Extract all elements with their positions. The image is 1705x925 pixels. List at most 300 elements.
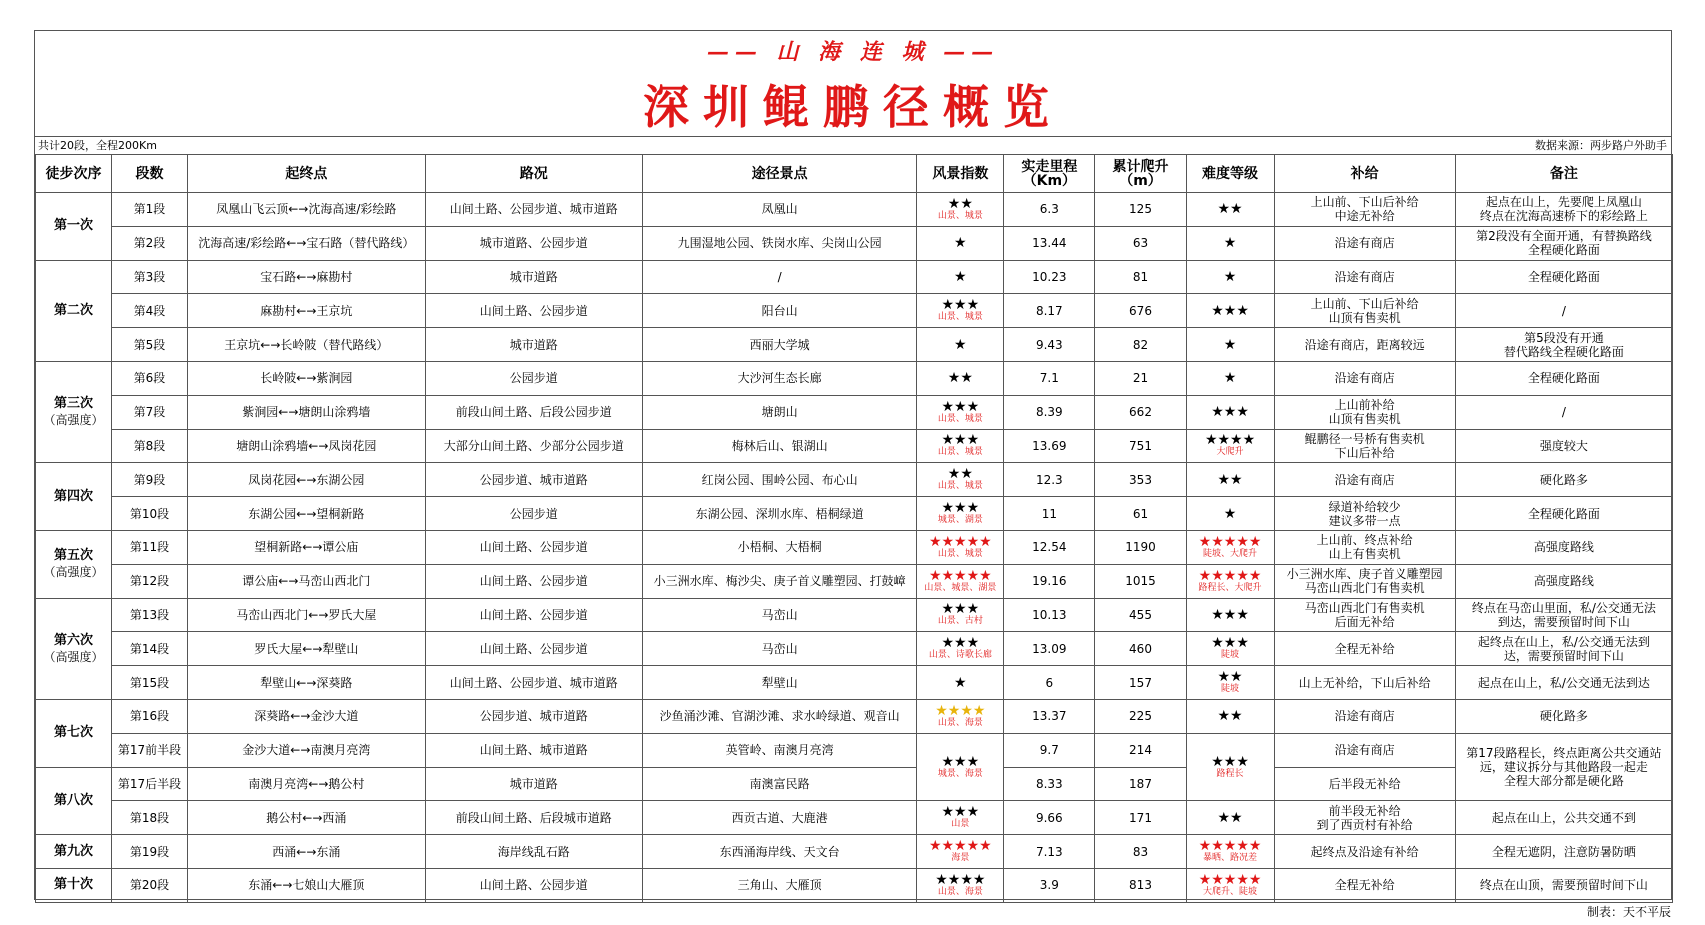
supply-cell	[1274, 868, 1455, 902]
supply-cell	[1274, 835, 1455, 869]
star-rating: ★	[954, 674, 967, 691]
segment-cell: 第16段	[111, 699, 187, 733]
scenery-cell	[917, 835, 1004, 869]
trip-order-cell	[36, 193, 112, 261]
difficulty-cell	[1186, 868, 1274, 902]
remark-cell-line: 高强度路线	[1533, 540, 1594, 555]
distance-cell: 10.23	[1004, 260, 1095, 294]
rating-note: 海景	[951, 853, 970, 864]
climb-cell: 455	[1095, 598, 1186, 632]
climb-cell: 1190	[1095, 530, 1186, 564]
scenery-cell	[917, 463, 1004, 497]
supply-cell-line: 山顶有售卖机	[1328, 412, 1401, 427]
distance-cell: 8.17	[1004, 294, 1095, 328]
segment-cell: 第17后半段	[111, 767, 187, 801]
rating-note: 山景、城景	[937, 481, 983, 492]
table-row	[36, 361, 1673, 395]
difficulty-cell	[1186, 801, 1274, 835]
scenery-cell	[917, 226, 1004, 260]
distance-cell: 3.9	[1004, 868, 1095, 902]
segment-cell: 第12段	[111, 564, 187, 598]
star-rating: ★★	[1217, 669, 1243, 686]
rating-note: 大爬升、陡坡	[1203, 886, 1258, 897]
rating-note: 山景、诗歌长廊	[928, 650, 992, 661]
remark-cell	[1455, 564, 1672, 598]
route-cell: 凤凰山飞云顶←→沈海高速/彩绘路	[187, 193, 425, 227]
supply-cell-line: 马峦山西北门有售卖机	[1304, 600, 1425, 615]
star-rating: ★★★★★	[1198, 871, 1262, 888]
segment-cell: 第19段	[111, 835, 187, 869]
remark-cell-line: 硬化路多	[1539, 709, 1588, 724]
sheet-subtitle: —— 山 海 连 城 ——	[706, 39, 1000, 65]
star-rating: ★★★★	[1204, 432, 1256, 449]
table-row	[36, 193, 1673, 227]
distance-cell: 6	[1004, 666, 1095, 700]
remark-cell-line: 第2段没有全面开通，有替换路线	[1476, 229, 1652, 244]
road-cell: 山间土路、公园步道	[425, 294, 642, 328]
supply-cell	[1274, 767, 1455, 801]
rating-note: 暴晒、路况差	[1203, 853, 1258, 864]
climb-cell: 214	[1095, 733, 1186, 767]
climb-cell: 187	[1095, 767, 1186, 801]
climb-cell: 676	[1095, 294, 1186, 328]
segment-cell: 第13段	[111, 598, 187, 632]
segment-cell: 第10段	[111, 497, 187, 531]
header-text: 累计爬升	[1112, 158, 1169, 175]
remark-cell	[1455, 226, 1672, 260]
scenery-cell	[917, 497, 1004, 531]
route-cell: 麻勘村←→王京坑	[187, 294, 425, 328]
remark-cell-line: 强度较大	[1539, 438, 1588, 453]
trip-label: 第十次	[53, 877, 93, 893]
rating-note: 路程长、大爬升	[1198, 582, 1262, 593]
remark-cell	[1455, 361, 1672, 395]
trip-sublabel: （高强度）	[43, 565, 104, 580]
star-rating: ★★	[1217, 471, 1243, 488]
supply-cell	[1274, 395, 1455, 429]
supply-cell-line: 上山前、终点补给	[1316, 533, 1413, 548]
remark-cell	[1455, 193, 1672, 227]
col-route-header	[187, 155, 425, 193]
remark-cell-line: 起点在山上，公共交通不到	[1491, 810, 1636, 825]
rating-note: 大爬升	[1216, 447, 1244, 458]
route-cell: 长岭陂←→紫涧园	[187, 361, 425, 395]
remark-cell	[1455, 835, 1672, 869]
col-remark-header	[1455, 155, 1672, 193]
star-rating: ★★★	[941, 432, 980, 449]
route-cell: 南澳月亮湾←→鹅公村	[187, 767, 425, 801]
road-cell: 大部分山间土路、少部分公园步道	[425, 429, 642, 463]
distance-cell: 11	[1004, 497, 1095, 531]
difficulty-cell	[1186, 666, 1274, 700]
header-text: （Km）	[1022, 172, 1077, 189]
table-row	[36, 463, 1673, 497]
distance-cell: 9.66	[1004, 801, 1095, 835]
header-text: 风景指数	[932, 165, 989, 182]
road-cell: 山间土路、公园步道	[425, 530, 642, 564]
supply-cell	[1274, 226, 1455, 260]
remark-cell-line: 替代路线全程硬化路面	[1503, 344, 1624, 359]
header-text: 徒步次序	[45, 165, 102, 182]
remark-cell-line: 终点在沈海高速桥下的彩绘路上	[1479, 209, 1648, 224]
difficulty-cell	[1186, 835, 1274, 869]
scenery-cell	[917, 328, 1004, 362]
segment-cell: 第17前半段	[111, 733, 187, 767]
supply-cell	[1274, 733, 1455, 767]
sights-cell: 梅林后山、银湖山	[642, 429, 917, 463]
supply-cell	[1274, 666, 1455, 700]
star-rating: ★★★	[941, 753, 980, 770]
star-rating: ★	[1223, 336, 1237, 353]
table-row	[36, 260, 1673, 294]
scenery-cell	[917, 699, 1004, 733]
star-rating: ★	[1223, 370, 1237, 387]
trip-order-cell	[36, 530, 112, 598]
sights-cell: 南澳富民路	[642, 767, 917, 801]
remark-cell-line: 全程无遮阴，注意防暑防晒	[1491, 844, 1636, 859]
distance-cell: 7.1	[1004, 361, 1095, 395]
difficulty-cell	[1186, 530, 1274, 564]
supply-cell	[1274, 463, 1455, 497]
star-rating: ★★★	[1211, 635, 1249, 652]
climb-cell: 82	[1095, 328, 1186, 362]
table-row	[36, 666, 1673, 700]
supply-cell-line: 马峦山西北门有售卖机	[1304, 581, 1425, 596]
table-row	[36, 632, 1673, 666]
header-text: 实走里程	[1021, 158, 1078, 175]
route-cell: 王京坑←→长岭陂（替代路线）	[187, 328, 425, 362]
star-rating: ★★★★★	[1198, 567, 1262, 584]
table-row	[36, 530, 1673, 564]
header-text: （m）	[1119, 172, 1162, 189]
header-text: 路况	[519, 165, 548, 182]
difficulty-cell	[1186, 733, 1274, 801]
star-rating: ★	[954, 336, 967, 353]
star-rating: ★	[1223, 268, 1237, 285]
remark-cell	[1455, 328, 1672, 362]
rating-note: 山景	[951, 819, 970, 830]
col-segment-header	[111, 155, 187, 193]
sights-cell: 东西涌海岸线、天文台	[642, 835, 917, 869]
rating-note: 山景、城景	[937, 210, 983, 221]
star-rating: ★★	[947, 370, 973, 387]
supply-cell-line: 小三洲水库、庚子首义雕塑园	[1286, 567, 1443, 582]
remark-cell-line: 起点在山上，私/公交通无法到达	[1477, 675, 1650, 690]
sights-cell: 塘朗山	[642, 395, 917, 429]
star-rating: ★★★	[941, 601, 980, 618]
table-row	[36, 598, 1673, 632]
star-rating: ★	[954, 235, 967, 252]
table-header-row	[36, 155, 1673, 193]
sights-cell: 凤凰山	[642, 193, 917, 227]
sights-cell: 三角山、大雁顶	[642, 868, 917, 902]
sheet-title: 深圳鲲鹏径概览	[643, 80, 1063, 134]
trip-order-cell	[36, 699, 112, 767]
distance-cell: 6.3	[1004, 193, 1095, 227]
trip-label: 第六次	[53, 632, 93, 648]
distance-cell: 19.16	[1004, 564, 1095, 598]
difficulty-cell	[1186, 193, 1274, 227]
star-rating: ★★★	[941, 398, 980, 415]
distance-cell: 13.44	[1004, 226, 1095, 260]
scenery-cell	[917, 429, 1004, 463]
remark-cell-line: 第5段没有开通	[1524, 330, 1604, 345]
difficulty-cell	[1186, 564, 1274, 598]
scenery-cell	[917, 395, 1004, 429]
road-cell: 山间土路、公园步道	[425, 868, 642, 902]
remark-cell-line: 终点在马峦山里面，私/公交通无法	[1471, 600, 1656, 615]
remark-cell-line: 全程硬化路面	[1527, 243, 1600, 258]
remark-cell	[1455, 801, 1672, 835]
road-cell: 城市道路、公园步道	[425, 226, 642, 260]
road-cell: 山间土路、公园步道、城市道路	[425, 193, 642, 227]
rating-note: 山景、城景	[937, 548, 983, 559]
sights-cell: 小梧桐、大梧桐	[642, 530, 917, 564]
trip-order-cell	[36, 598, 112, 699]
table-row	[36, 294, 1673, 328]
route-cell: 金沙大道←→南澳月亮湾	[187, 733, 425, 767]
table-row	[36, 767, 1673, 801]
remark-cell	[1455, 497, 1672, 531]
supply-cell-line: 全程无补给	[1334, 641, 1395, 656]
distance-cell: 9.43	[1004, 328, 1095, 362]
scenery-cell	[917, 801, 1004, 835]
route-cell: 谭公庙←→马峦山西北门	[187, 564, 425, 598]
star-rating: ★	[1223, 235, 1237, 252]
trip-order-cell	[36, 835, 112, 869]
star-rating: ★★	[947, 466, 973, 483]
road-cell: 山间土路、公园步道	[425, 564, 642, 598]
col-difficulty-header	[1186, 155, 1274, 193]
climb-cell: 63	[1095, 226, 1186, 260]
difficulty-cell	[1186, 429, 1274, 463]
supply-cell-line: 上山前、下山后补给	[1310, 195, 1419, 210]
route-cell: 望桐新路←→谭公庙	[187, 530, 425, 564]
climb-cell: 171	[1095, 801, 1186, 835]
climb-cell: 751	[1095, 429, 1186, 463]
difficulty-cell	[1186, 395, 1274, 429]
header-text: 备注	[1549, 165, 1578, 182]
climb-cell: 662	[1095, 395, 1186, 429]
table-row	[36, 801, 1673, 835]
remark-cell-line: 全程硬化路面	[1527, 269, 1600, 284]
star-rating: ★★	[1217, 809, 1243, 826]
star-rating: ★★	[1217, 708, 1243, 725]
remark-cell	[1455, 530, 1672, 564]
supply-cell-line: 建议多带一点	[1328, 513, 1401, 528]
supply-cell-line: 沿途有商店	[1334, 236, 1395, 251]
supply-cell	[1274, 260, 1455, 294]
segment-cell: 第8段	[111, 429, 187, 463]
star-rating: ★★★	[941, 297, 980, 314]
segment-cell: 第11段	[111, 530, 187, 564]
star-rating: ★★★★	[935, 702, 986, 719]
remark-cell-line: 达，需要预留时间下山	[1503, 648, 1624, 663]
supply-cell	[1274, 497, 1455, 531]
table-row	[36, 429, 1673, 463]
remark-cell-line: 高强度路线	[1533, 574, 1594, 589]
route-cell: 犁壁山←→深葵路	[187, 666, 425, 700]
road-cell: 公园步道、城市道路	[425, 463, 642, 497]
rating-note: 山景、古村	[937, 616, 983, 627]
scenery-cell	[917, 564, 1004, 598]
sights-cell: 九围湿地公园、铁岗水库、尖岗山公园	[642, 226, 917, 260]
star-rating: ★★	[947, 195, 973, 212]
remark-cell-line: 全程硬化路面	[1527, 506, 1600, 521]
rating-note: 山景、海景	[937, 886, 983, 897]
remark-cell-line: /	[1561, 303, 1566, 318]
supply-cell-line: 山上有售卖机	[1328, 547, 1401, 562]
sights-cell: /	[642, 260, 917, 294]
remark-cell-line: 终点在山顶，需要预留时间下山	[1479, 878, 1648, 893]
road-cell: 城市道路	[425, 328, 642, 362]
col-sights-header	[642, 155, 917, 193]
remark-cell-line: 起点在山上，先要爬上凤凰山	[1485, 195, 1642, 210]
trip-order-cell	[36, 868, 112, 902]
sights-cell: 西丽大学城	[642, 328, 917, 362]
scenery-cell	[917, 868, 1004, 902]
star-rating: ★★★	[1211, 302, 1249, 319]
scenery-cell	[917, 733, 1004, 801]
supply-cell-line: 沿途有商店	[1334, 743, 1395, 758]
table-row	[36, 699, 1673, 733]
supply-cell-line: 到了西贡村有补给	[1316, 817, 1413, 832]
supply-cell-line: 后半段无补给	[1328, 776, 1401, 791]
remark-cell	[1455, 868, 1672, 902]
star-rating: ★	[954, 268, 967, 285]
climb-cell: 61	[1095, 497, 1186, 531]
road-cell: 海岸线乱石路	[425, 835, 642, 869]
scenery-cell	[917, 666, 1004, 700]
rating-note: 陡坡	[1221, 650, 1240, 661]
sights-cell: 犁壁山	[642, 666, 917, 700]
rating-note: 城景、湖景	[937, 515, 983, 526]
col-climb-header	[1095, 155, 1186, 193]
segment-cell: 第4段	[111, 294, 187, 328]
remark-cell-line: 第17段路程长，终点距离公共交通站	[1466, 746, 1662, 761]
supply-cell	[1274, 429, 1455, 463]
remark-cell	[1455, 733, 1672, 801]
sights-cell: 沙鱼涌沙滩、官湖沙滩、求水岭绿道、观音山	[642, 699, 917, 733]
segments-table	[35, 154, 1673, 903]
climb-cell: 157	[1095, 666, 1186, 700]
header-text: 途径景点	[751, 165, 808, 182]
remark-cell-line: 硬化路多	[1539, 472, 1588, 487]
route-cell: 罗氏大屋←→犁壁山	[187, 632, 425, 666]
distance-cell: 12.54	[1004, 530, 1095, 564]
remark-cell	[1455, 395, 1672, 429]
supply-cell-line: 沿途有商店	[1334, 371, 1395, 386]
climb-cell: 21	[1095, 361, 1186, 395]
col-distance-header	[1004, 155, 1095, 193]
segment-cell: 第20段	[111, 868, 187, 902]
supply-cell-line: 后面无补给	[1334, 614, 1395, 629]
road-cell: 公园步道	[425, 361, 642, 395]
table-row	[36, 226, 1673, 260]
segment-cell: 第6段	[111, 361, 187, 395]
star-rating: ★★★	[941, 635, 980, 652]
road-cell: 前段山间土路、后段公园步道	[425, 395, 642, 429]
difficulty-cell	[1186, 632, 1274, 666]
segment-cell: 第5段	[111, 328, 187, 362]
difficulty-cell	[1186, 294, 1274, 328]
distance-cell: 9.7	[1004, 733, 1095, 767]
supply-cell	[1274, 598, 1455, 632]
scenery-cell	[917, 260, 1004, 294]
star-rating: ★★★★★	[1198, 533, 1262, 550]
segment-cell: 第2段	[111, 226, 187, 260]
supply-cell-line: 上山前补给	[1334, 398, 1395, 413]
remark-cell-line: 远，建议拆分与其他路段一起走	[1479, 760, 1648, 775]
scenery-cell	[917, 530, 1004, 564]
table-row	[36, 564, 1673, 598]
remark-cell-line: 到达，需要预留时间下山	[1497, 614, 1630, 629]
difficulty-cell	[1186, 226, 1274, 260]
supply-cell-line: 下山后补给	[1334, 445, 1395, 460]
distance-cell: 8.33	[1004, 767, 1095, 801]
table-row	[36, 835, 1673, 869]
supply-cell	[1274, 801, 1455, 835]
trip-label: 第九次	[53, 843, 93, 859]
star-rating: ★★★	[941, 804, 980, 821]
distance-cell: 13.09	[1004, 632, 1095, 666]
route-cell: 东湖公园←→望桐新路	[187, 497, 425, 531]
route-cell: 沈海高速/彩绘路←→宝石路（替代路线）	[187, 226, 425, 260]
trip-label: 第八次	[53, 792, 93, 808]
trip-order-cell	[36, 361, 112, 462]
road-cell: 城市道路	[425, 767, 642, 801]
header-text: 起终点	[285, 165, 328, 182]
supply-cell-line: 沿途有商店	[1334, 269, 1395, 284]
segment-cell: 第1段	[111, 193, 187, 227]
supply-cell-line: 鲲鹏径一号桥有售卖机	[1304, 431, 1425, 446]
remark-cell-line: 起终点在山上，私/公交通无法到	[1477, 634, 1650, 649]
climb-cell: 125	[1095, 193, 1186, 227]
star-rating: ★★★★★	[928, 533, 992, 550]
segment-cell: 第18段	[111, 801, 187, 835]
col-road-header	[425, 155, 642, 193]
route-cell: 塘朗山涂鸦墙←→凤岗花园	[187, 429, 425, 463]
road-cell: 山间土路、城市道路	[425, 733, 642, 767]
remark-cell	[1455, 260, 1672, 294]
climb-cell: 353	[1095, 463, 1186, 497]
rating-note: 路程长	[1216, 768, 1244, 779]
remark-cell-line: /	[1561, 405, 1566, 420]
rating-note: 山景、城景、湖景	[924, 582, 997, 593]
trip-label: 第四次	[53, 488, 93, 504]
star-rating: ★★★	[1211, 606, 1249, 623]
trip-label: 第一次	[53, 218, 93, 234]
rating-note: 山景、城景	[937, 447, 983, 458]
difficulty-cell	[1186, 598, 1274, 632]
climb-cell: 83	[1095, 835, 1186, 869]
sights-cell: 英管岭、南澳月亮湾	[642, 733, 917, 767]
climb-cell: 225	[1095, 699, 1186, 733]
rating-note: 陡坡	[1221, 684, 1240, 695]
scenery-cell	[917, 632, 1004, 666]
route-cell: 东涌←→七娘山大雁顶	[187, 868, 425, 902]
remark-cell	[1455, 463, 1672, 497]
segment-cell: 第7段	[111, 395, 187, 429]
sights-cell: 马峦山	[642, 598, 917, 632]
total-summary: 共计20段，全程200Km	[38, 139, 157, 152]
scenery-cell	[917, 361, 1004, 395]
difficulty-cell	[1186, 699, 1274, 733]
climb-cell: 813	[1095, 868, 1186, 902]
remark-cell-line: 全程大部分都是硬化路	[1503, 774, 1624, 789]
star-rating: ★★★★	[935, 871, 986, 888]
sights-cell: 东湖公园、深圳水库、梧桐绿道	[642, 497, 917, 531]
